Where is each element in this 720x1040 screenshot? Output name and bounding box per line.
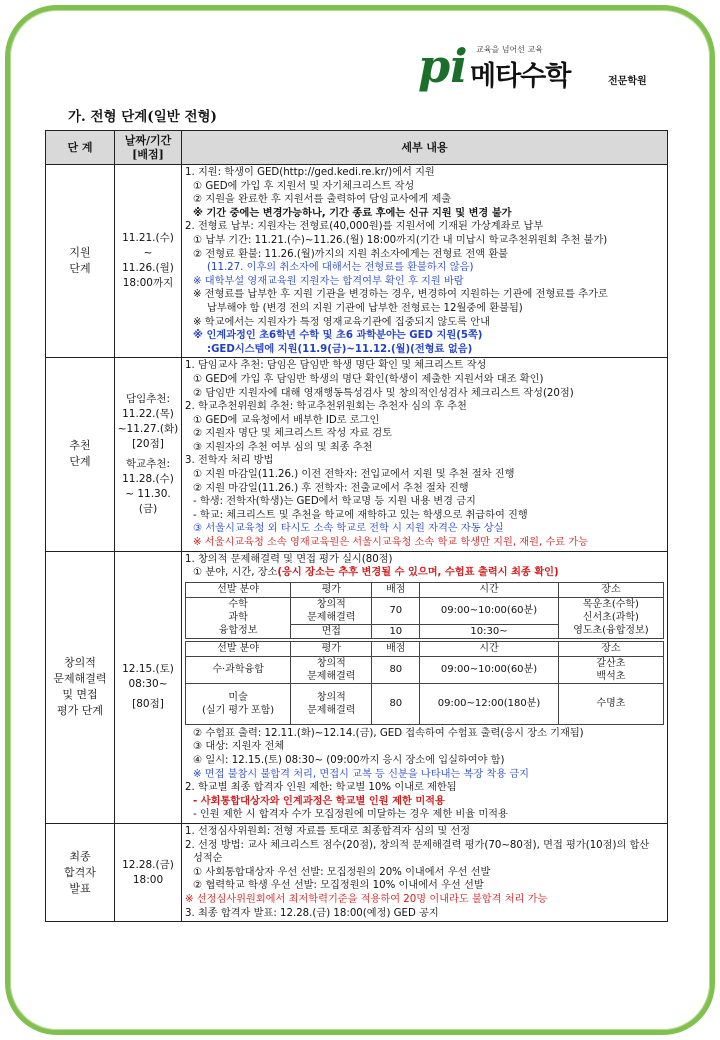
inner-line: 문제해결력 (307, 704, 356, 716)
detail-line: ④ 일시: 12.15.(토) 08:30~ (09:00까지 응시 장소에 입실하여야 함) (193, 755, 505, 766)
date-cell (115, 165, 182, 358)
inner-header: 장소 (558, 641, 663, 656)
inner-cell: 10:30~ (420, 624, 559, 638)
eval-notes (185, 727, 664, 822)
detail-line: - 인원 제한 시 합격자 수가 모집정원에 미달하는 경우 제한 비율 미적용 (193, 809, 508, 821)
inner-cell (291, 656, 372, 683)
inner-line: 수학 (228, 599, 248, 611)
date-line: 11.22.(목) (122, 407, 174, 420)
inner-row (186, 656, 664, 683)
detail-line: 1. 담임교사 추천: 담임은 담임반 학생 명단 확인 및 체크리스트 작성 (185, 360, 487, 372)
table-header-row (46, 131, 668, 165)
detail-line: 2. 학교추천위원회 추천: 학교추천위원회는 추천자 심의 후 추천 (185, 401, 467, 413)
inner-header: 평가 (291, 641, 372, 656)
header-date (115, 131, 182, 165)
exam-schedule-table-2 (185, 641, 664, 725)
inner-line: 문제해결력 (307, 670, 356, 682)
inner-header: 시간 (420, 641, 559, 656)
detail-cell (182, 551, 668, 823)
stage-line: 추천 (69, 439, 91, 453)
detail-line: ② 지원을 완료한 후 지원서를 출력하여 담임교사에게 제출 (193, 194, 452, 206)
date-line: ~ 11.30.(금) (125, 487, 171, 515)
inner-line: 미술 (228, 691, 248, 703)
detail-line: ※ 인계과정인 초6학년 수학 및 초6 과학분야는 GED 지원(5쪽) (193, 330, 483, 342)
detail-cell (182, 358, 668, 551)
section-title: 가. 전형 단계(일반 전형) (68, 109, 217, 125)
detail-line: ※ 기간 중에는 변경가능하나, 기간 종료 후에는 신규 지원 및 변경 불가 (193, 207, 512, 219)
table-row (46, 823, 668, 921)
stage-line: 발표 (69, 881, 91, 895)
detail-line: ① 납부 기간: 11.21.(수)~11.26.(월) 18:00까지(기간 내 미납시 학교추천위원회 추천 불가) (193, 234, 608, 246)
detail-line: ③ 서울시교육청 외 타시도 소속 학교로 전학 시 지원 자격은 자동 상실 (193, 523, 504, 535)
date-line: [20점] (132, 437, 164, 450)
detail-cell (182, 823, 668, 921)
detail-line: (11.27. 이후의 취소자에 대해서는 전형료를 환불하지 않음) (207, 262, 474, 274)
header-stage: 단 계 (46, 131, 115, 165)
inner-line: 창의적 (316, 598, 346, 610)
stage-line: 최종 (69, 849, 91, 863)
detail-line: 성적순 (193, 853, 223, 865)
detail-line: ② 협력학교 학생 우선 선발: 모집정원의 10% 이내에서 우선 선발 (193, 880, 484, 892)
detail-line: ※ 면접 불참시 불합격 처리, 면접시 교복 등 신분을 나타내는 복장 착용 금지 (193, 768, 530, 780)
inner-cell (291, 683, 372, 724)
date-line: 학교추천: (125, 457, 171, 470)
date-line: 18:00 (132, 873, 164, 886)
detail-line: 1. 창의적 문제해결력 및 면접 평가 실시(80점) (185, 553, 393, 565)
inner-cell: 80 (372, 656, 420, 683)
date-line: ~ (143, 247, 153, 260)
detail-line (185, 566, 664, 580)
detail-line: ※ 서울시교육청 소속 영재교육원은 서울시교육청 소속 학교 학생만 지원, 재원, 수료 가능 (193, 537, 589, 549)
detail-line: 납부해야 함 (변경 전의 지원 기관에 납부한 전형료는 12월중에 환불됨) (207, 302, 523, 314)
detail-cell (182, 165, 668, 358)
inner-cell: 70 (372, 597, 420, 624)
date-line: 담임추천: (125, 392, 171, 405)
header-detail: 세부 내용 (182, 131, 668, 165)
detail-line: ① 지원 마감일(11.26.) 이전 전학자: 전입교에서 지원 및 추천 절차 진행 (193, 469, 515, 481)
detail-line: 2. 학교별 최종 합격자 인원 제한: 학교별 10% 이내로 제한됨 (185, 782, 457, 794)
header-date-line: 날짜/기간 (124, 133, 172, 147)
stage-cell (46, 358, 115, 551)
date-line: 08:30~ (128, 678, 168, 691)
inner-row (186, 683, 664, 724)
inner-header-row (186, 641, 664, 656)
table-row (46, 165, 668, 358)
inner-cell: 수명초 (558, 683, 663, 724)
inner-cell: 면접 (291, 624, 372, 638)
inner-line: 백석초 (596, 670, 626, 682)
inner-cell (186, 683, 291, 724)
inner-line: 과학 (228, 612, 248, 624)
stage-line: 창의적 (64, 656, 96, 670)
inner-cell: 09:00~10:00(60분) (420, 597, 559, 624)
stage-line: 평가 단계 (56, 704, 103, 718)
stage-cell (46, 165, 115, 358)
inner-header: 시간 (420, 582, 559, 597)
table-row (46, 358, 668, 551)
detail-line: ※ 대학부설 영재교육원 지원자는 합격여부 확인 후 지원 바람 (193, 275, 464, 287)
inner-cell: 수·과학융합 (186, 656, 291, 683)
inner-line: (실기 평가 포함) (202, 704, 275, 716)
detail-line: ② 전형료 환불: 11.26.(월)까지의 지원 취소자에게는 전형료 전액 환불 (193, 248, 509, 260)
stage-line: 문제해결력 (53, 672, 107, 686)
detail-line: ② 수험표 출력: 12.11.(화)~12.14.(금), GED 접속하여 수험표 출력(응시 장소 기재됨) (193, 727, 584, 739)
detail-line: ① 사회통합대상자 우선 선발: 모집정원의 20% 이내에서 우선 선발 (193, 866, 491, 878)
detail-line: ② 지원자 명단 및 체크리스트 작성 자료 검토 (193, 428, 393, 440)
inner-cell: 10 (372, 624, 420, 638)
inner-line: 갈산초 (596, 657, 626, 669)
date-cell (115, 358, 182, 551)
detail-line: ※ 전형료를 납부한 후 지원 기관을 변경하는 경우, 변경하여 지원하는 기관에 전형료를 추가로 (193, 289, 608, 301)
inner-line: 창의적 (316, 657, 346, 669)
date-line: 11.26.(월) (122, 262, 174, 275)
detail-line: 1. 선정심사위원회: 전형 자료를 토대로 최종합격자 심의 및 선정 (185, 825, 471, 837)
date-line: [80점] (132, 698, 164, 711)
detail-line: 1. 지원: 학생이 GED(http://ged.kedi.re.kr/)에서 지원 (185, 167, 435, 178)
detail-line: 3. 전학자 처리 방법 (185, 455, 274, 467)
detail-line: - 학교: 체크리스트 및 추천을 학교에 재학하고 있는 학생으로 취급하여 진행 (193, 509, 528, 521)
logo-name: 메타수학 (470, 61, 571, 92)
inner-header: 배점 (372, 641, 420, 656)
inner-cell (558, 656, 663, 683)
date-line: ~11.27.(화) (117, 422, 179, 435)
detail-line: 2. 선정 방법: 교사 체크리스트 점수(20점), 창의적 문제해결력 평가(70~80점), 면접 평가(10점)의 합산 (185, 839, 650, 851)
table-row (46, 551, 668, 823)
logo-tagline: 교육을 넘어선 교육 (476, 45, 543, 54)
stage-line: 단계 (69, 262, 91, 276)
stage-line: 및 면접 (62, 688, 98, 702)
academy-logo (418, 39, 678, 98)
inner-header-row (186, 582, 664, 597)
stage-line: 합격자 (64, 865, 96, 879)
detail-line: - 사회통합대상자와 인계과정은 학교별 인원 제한 미적용 (193, 795, 445, 807)
detail-line: ※ 선정심사위원회에서 최저학력기준을 적용하여 20명 이내라도 불합격 처리 가능 (185, 893, 548, 905)
inner-header: 선발 분야 (186, 641, 291, 656)
detail-line: ③ 대상: 지원자 전체 (193, 741, 285, 753)
inner-cell: 09:00~10:00(60분) (420, 656, 559, 683)
inner-line: 목운초(수학) (582, 599, 639, 611)
pi-logo-icon: pi (418, 39, 468, 93)
detail-line: ※ 학교에서는 지원자가 특정 영재교육기관에 집중되지 않도록 안내 (193, 316, 490, 328)
stage-line: 지원 (69, 246, 91, 260)
detail-line: ① GED에 가입 후 지원서 및 자기체크리스트 작성 (193, 180, 415, 192)
admission-table (45, 130, 668, 922)
detail-line: ③ 지원자의 추천 여부 심의 및 최종 추천 (193, 441, 373, 453)
date-line: 18:00까지 (122, 277, 174, 290)
detail-line: ② 지원 마감일(11.26.) 후 전학자: 전출교에서 추천 절차 진행 (193, 482, 469, 494)
inner-line: 창의적 (316, 691, 346, 703)
inner-line: 영도초(융합정보) (573, 625, 649, 637)
date-line: 12.15.(토) (122, 663, 174, 676)
inner-cell: 80 (372, 683, 420, 724)
date-line: 11.28.(수) (122, 472, 174, 485)
stage-cell (46, 823, 115, 921)
detail-line: ② 담임반 지원자에 대해 영재행동특성검사 및 창의적인성검사 체크리스트 작성(20점) (193, 387, 574, 399)
date-line: 12.28.(금) (122, 858, 174, 871)
date-cell (115, 823, 182, 921)
inner-cell (186, 597, 291, 638)
inner-header: 선발 분야 (186, 582, 291, 597)
stage-cell (46, 551, 115, 823)
inner-cell (291, 597, 372, 624)
logo-suffix: 전문학원 (608, 76, 647, 87)
detail-line: ① GED에 가입 후 담임반 학생의 명단 확인(학생이 제출한 지원서와 대조 확인) (193, 373, 544, 385)
inner-header: 장소 (558, 582, 663, 597)
date-line: 11.21.(수) (122, 232, 174, 245)
inner-cell (558, 597, 663, 638)
detail-line: - 학생: 전학자(학생)는 GED에서 학교명 등 지원 내용 변경 금지 (193, 496, 476, 508)
date-cell (115, 551, 182, 823)
inner-line: 신서초(과학) (582, 612, 639, 624)
inner-header: 배점 (372, 582, 420, 597)
detail-line: 3. 최종 합격자 발표: 12.28.(금) 18:00(예정) GED 공지 (185, 907, 439, 919)
detail-line: :GED시스템에 지원(11.9(금)~11.12.(월)(전형료 없음) (207, 343, 473, 355)
header-date-line: [배점] (132, 147, 164, 161)
exam-schedule-table-1 (185, 582, 664, 639)
inner-header: 평가 (291, 582, 372, 597)
inner-row (186, 597, 664, 624)
stage-line: 단계 (69, 455, 91, 469)
inner-line: 융합정보 (218, 625, 258, 637)
detail-warning: (응시 장소는 추후 변경될 수 있으며, 수험표 출력시 최종 확인) (277, 567, 559, 579)
detail-line: 2. 전형료 납부: 지원자는 전형료(40,000원)를 지원서에 기재된 가상계좌로 납부 (185, 221, 544, 233)
detail-text: ① 분야, 시간, 장소 (193, 567, 278, 579)
inner-line: 문제해결력 (307, 611, 356, 623)
detail-line: ① GED에 교육청에서 배부한 ID로 로그인 (193, 414, 380, 426)
inner-cell: 09:00~12:00(180분) (420, 683, 559, 724)
